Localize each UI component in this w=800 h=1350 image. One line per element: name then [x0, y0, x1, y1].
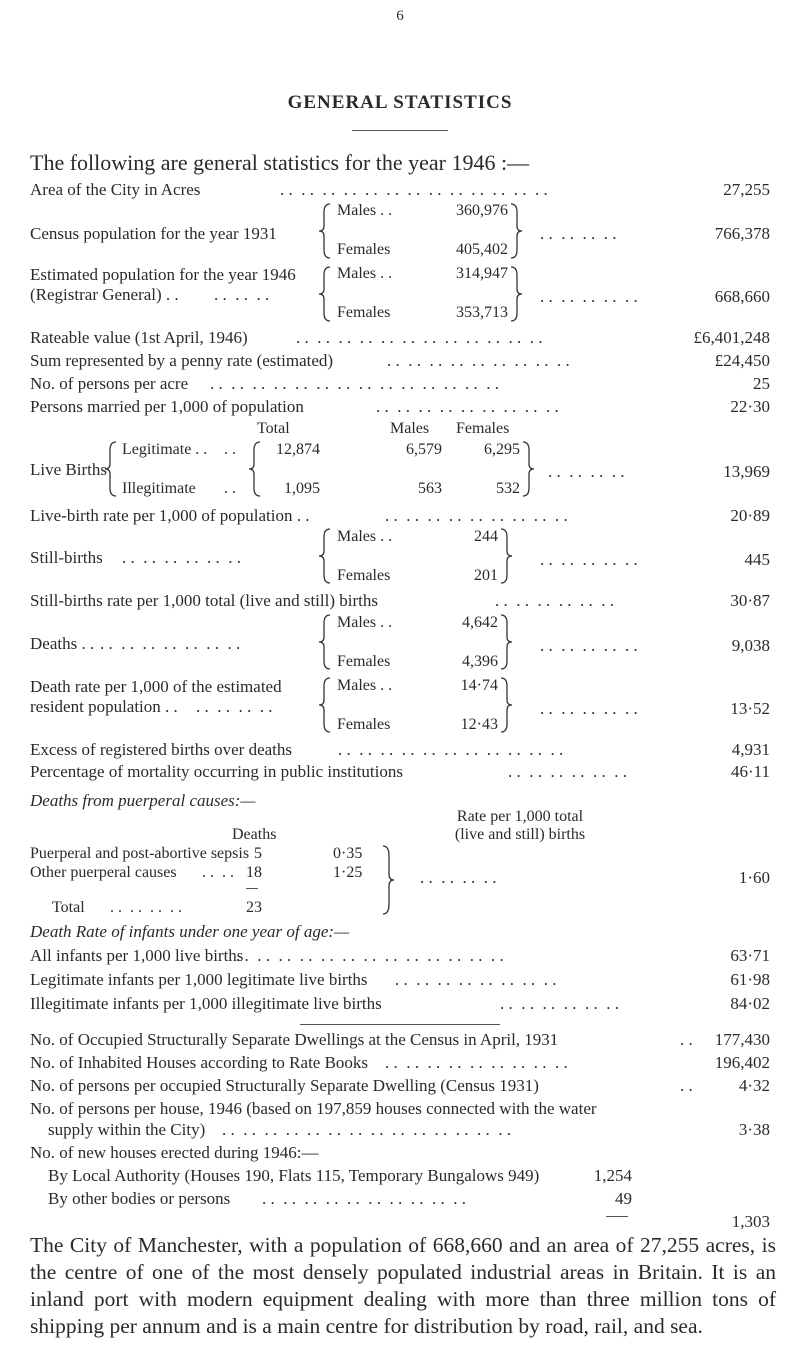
census-females-label: Females [337, 241, 391, 258]
left-brace-icon [318, 676, 334, 734]
rateable-value: £6,401,248 [693, 328, 770, 347]
estimated-females-value: 353,713 [456, 304, 508, 321]
leader-dots: . . . . . . . . . . . . . . . . [395, 970, 557, 989]
leader-dots: . . . . . . . . . . . . . . . . . . . . [262, 1189, 466, 1208]
puerperal-row2-rate: 1·25 [333, 864, 363, 881]
estimated-males-value: 314,947 [456, 265, 508, 282]
leader-dots: . . . . . . . . . . . . [508, 762, 627, 781]
local-authority-value: 1,254 [593, 1166, 632, 1185]
census-females-value: 405,402 [456, 241, 508, 258]
col-males-header: Males [390, 420, 430, 437]
illegit-females: 532 [496, 480, 520, 497]
leader-dots: . . . . . . . . . . . . . . . . . . . . . . . . . . . . [210, 374, 499, 393]
still-births-females-label: Females [337, 567, 391, 584]
new-houses-label: No. of new houses erected during 1946:— [30, 1143, 319, 1162]
leader-dots: . . . . . . . . . . [540, 636, 638, 655]
leader-dots: . . . . . . . . . . [540, 550, 638, 569]
excess-label: Excess of registered births over deaths [30, 740, 292, 759]
leader-dots: . . . . . . . . [540, 224, 617, 243]
puerperal-total-deaths: 23 [246, 899, 262, 916]
still-birth-rate-label: Still-births rate per 1,000 total (live and still) births [30, 591, 378, 610]
page-number: 6 [396, 8, 404, 24]
section-divider [300, 1024, 500, 1025]
deaths-females-value: 4,396 [462, 653, 498, 670]
penny-rate-value: £24,450 [714, 351, 770, 370]
leader-dots: . . . . . . . . . . . . . . . . . . [387, 351, 570, 370]
left-brace-icon [318, 527, 334, 585]
leader-dots: . . . . . . . . . . . . [495, 591, 614, 610]
infants-illegit-value: 84·02 [730, 994, 770, 1013]
right-brace-icon [380, 844, 396, 916]
deaths-females-label: Females [337, 653, 391, 670]
intro-text: The following are general statistics for the year 1946 :— [30, 150, 530, 175]
leader-dots: . . . . . . . . . . . . . . . . . . . . . . . . . . [236, 946, 504, 965]
infants-legit-value: 61·98 [730, 970, 770, 989]
legit-females: 6,295 [484, 441, 520, 458]
death-rate-females-label: Females [337, 716, 391, 733]
leader-dots: . . . . . . . . . . . . . . . . . . . . . . . . . . . . [222, 1120, 511, 1139]
deaths-males-value: 4,642 [462, 614, 498, 631]
leader-dots: . . . . . . . . [548, 462, 625, 481]
live-birth-rate-label: Live-birth rate per 1,000 of population . . [30, 506, 310, 525]
puerperal-row1-deaths: 5 [254, 845, 262, 862]
occupied-dwellings-value: 177,430 [714, 1030, 770, 1049]
right-brace-icon [520, 440, 536, 498]
per-house-label: No. of persons per house, 1946 (based on 197,859 houses connected with the water [30, 1099, 597, 1118]
occupied-dwellings-label: No. of Occupied Structurally Separate Dwellings at the Census in April, 1931 [30, 1030, 559, 1049]
census-value: 766,378 [714, 224, 770, 243]
estimated-females-label: Females [337, 304, 391, 321]
leader-dots: . . . . . . . . . . [540, 699, 638, 718]
leader-dots: . . . . . . . . . . . . . . . . . . . . . . . . . . [280, 180, 548, 199]
leader-dots: . . [224, 441, 236, 458]
new-houses-total: 1,303 [731, 1212, 770, 1231]
left-brace-icon [104, 440, 120, 498]
leader-dots: . . . . . . . . . . . . . . . . . . . . . . [338, 740, 564, 759]
inhabited-houses-label: No. of Inhabited Houses according to Rate Books [30, 1053, 369, 1072]
estimated-label-2: (Registrar General) . . [30, 285, 179, 304]
area-value: 27,255 [723, 180, 770, 199]
leader-dots: . . [680, 1076, 693, 1095]
leader-dots: . . [224, 480, 236, 497]
puerperal-row2-label: Other puerperal causes [30, 864, 177, 881]
leader-dots: . . . . . . . . . . [540, 287, 638, 306]
legit-total: 12,874 [276, 441, 320, 458]
right-brace-icon [498, 527, 514, 585]
left-brace-icon [318, 613, 334, 671]
puerperal-row2-deaths: 18 [246, 864, 262, 881]
live-births-label: Live Births [30, 460, 107, 479]
illegitimate-label: Illegitimate [122, 480, 196, 497]
puerperal-row1-label: Puerperal and post-abortive sepsis [30, 845, 250, 862]
summary-paragraph: The City of Manchester, with a population of 668,660 and an area of 27,255 acres, is the centre of one of the most densely populated industrial areas in Britain. It is an inland port with modern equipment dealing with more than three million tons of shipping per annum and is a main centre for distribution by road, rail, and sea. [30, 1233, 776, 1338]
puerperal-rate-header-2: (live and still) births [454, 826, 586, 843]
mortality-label: Percentage of mortality occurring in public institutions [30, 762, 403, 781]
death-rate-males-value: 14·74 [460, 677, 498, 694]
puerperal-value: 1·60 [738, 868, 770, 887]
deaths-value: 9,038 [731, 636, 770, 655]
local-authority-label: By Local Authority (Houses 190, Flats 115, Temporary Bungalows 949) [48, 1166, 540, 1185]
left-brace-icon [318, 265, 334, 323]
col-females-header: Females [456, 420, 510, 437]
leader-dots: . . . . . . . . . . . . . . . . . . [376, 397, 559, 416]
estimated-label: Estimated population for the year 1946 [30, 265, 296, 284]
persons-acre-label: No. of persons per acre [30, 374, 189, 393]
estimated-males-label: Males . . [337, 265, 393, 282]
infants-all-label: All infants per 1,000 live births [30, 946, 244, 965]
leader-dots: . . . . . . . . . . . . [500, 994, 619, 1013]
right-brace-icon [508, 265, 524, 323]
right-brace-icon [498, 676, 514, 734]
puerperal-title: Deaths from puerperal causes:— [30, 791, 256, 810]
married-value: 22·30 [730, 397, 770, 416]
death-rate-value: 13·52 [730, 699, 770, 718]
still-births-value: 445 [744, 550, 770, 569]
live-birth-rate-value: 20·89 [730, 506, 770, 525]
estimated-value: 668,660 [714, 287, 770, 306]
leader-dots: . . . . . . . . [110, 899, 182, 916]
leader-dots: . . [680, 1030, 693, 1049]
still-birth-rate-value: 30·87 [730, 591, 770, 610]
leader-dots: . . . . . . . . . . . . [122, 548, 241, 567]
death-rate-label-2: resident population . . [30, 697, 178, 716]
death-rate-females-value: 12·43 [460, 716, 498, 733]
puerperal-rate-header: Rate per 1,000 total [456, 808, 584, 825]
legit-males: 6,579 [406, 441, 442, 458]
leader-dots: . . . . . . . . . . . . . . . . . . [385, 1053, 568, 1072]
still-births-males-value: 244 [474, 528, 498, 545]
area-label: Area of the City in Acres [30, 180, 201, 199]
infants-title: Death Rate of infants under one year of age:— [30, 922, 350, 941]
still-births-label: Still-births [30, 548, 103, 567]
leader-dots: . . . . . . . . . . . . . . [100, 634, 241, 653]
deaths-males-label: Males . . [337, 614, 393, 631]
still-births-females-value: 201 [474, 567, 498, 584]
right-brace-icon [498, 613, 514, 671]
rateable-label: Rateable value (1st April, 1946) [30, 328, 248, 347]
other-bodies-label: By other bodies or persons [48, 1189, 231, 1208]
deaths-label: Deaths . . [30, 634, 95, 653]
other-bodies-value: 49 [615, 1189, 632, 1208]
total-rule [606, 1216, 628, 1217]
page-title: GENERAL STATISTICS [287, 92, 513, 113]
puerperal-deaths-header: Deaths [232, 826, 277, 843]
census-males-label: Males . . [337, 202, 393, 219]
infants-all-value: 63·71 [730, 946, 770, 965]
per-dwelling-value: 4·32 [738, 1076, 770, 1095]
leader-dots: . . . . . . [214, 285, 270, 304]
live-births-value: 13,969 [723, 462, 770, 481]
per-house-label-2: supply within the City) [48, 1120, 206, 1139]
infants-illegit-label: Illegitimate infants per 1,000 illegitimate live births [30, 994, 382, 1013]
excess-value: 4,931 [731, 740, 770, 759]
penny-rate-label: Sum represented by a penny rate (estimated) [30, 351, 334, 370]
census-label: Census population for the year 1931 [30, 224, 277, 243]
leader-dots: . . . . . . . . [196, 697, 273, 716]
right-brace-icon [508, 202, 524, 260]
per-dwelling-label: No. of persons per occupied Structurally Separate Dwelling (Census 1931) [30, 1076, 539, 1095]
persons-acre-value: 25 [753, 374, 770, 393]
leader-dots: . . . . [202, 864, 234, 881]
left-brace-icon [318, 202, 334, 260]
death-rate-males-label: Males . . [337, 677, 393, 694]
still-births-males-label: Males . . [337, 528, 393, 545]
inhabited-houses-value: 196,402 [714, 1053, 770, 1072]
puerperal-row1-rate: 0·35 [333, 845, 363, 862]
illegit-total: 1,095 [284, 480, 320, 497]
mortality-value: 46·11 [730, 762, 770, 781]
title-divider [352, 130, 448, 131]
infants-legit-label: Legitimate infants per 1,000 legitimate live births [30, 970, 368, 989]
illegit-males: 563 [418, 480, 442, 497]
per-house-value: 3·38 [738, 1120, 770, 1139]
col-total-header: Total [257, 420, 290, 437]
married-label: Persons married per 1,000 of population [30, 397, 304, 416]
leader-dots: . . . . . . . . . . . . . . . . . . [385, 506, 568, 525]
census-males-value: 360,976 [456, 202, 508, 219]
puerperal-total-label: Total [52, 899, 85, 916]
death-rate-label: Death rate per 1,000 of the estimated [30, 677, 282, 696]
total-rule [246, 888, 258, 889]
legitimate-label: Legitimate . . [122, 441, 208, 458]
leader-dots: . . . . . . . . [420, 868, 497, 887]
leader-dots: . . . . . . . . . . . . . . . . . . . . . . . . [296, 328, 543, 347]
